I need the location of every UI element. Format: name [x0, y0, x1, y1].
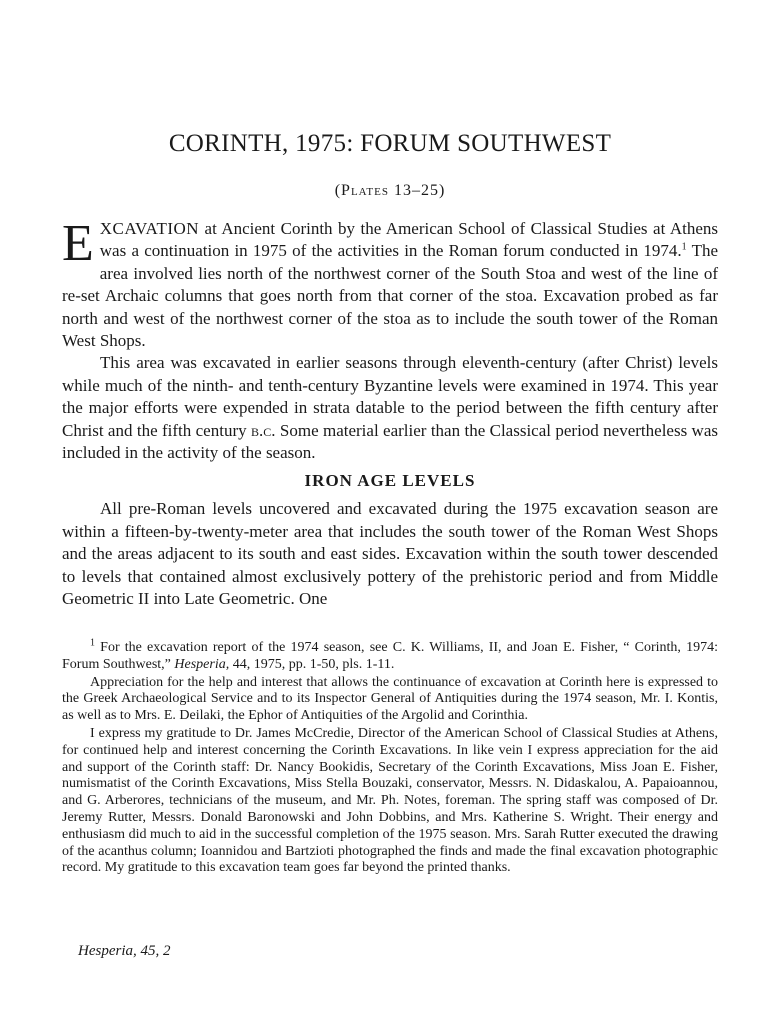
plates-close-paren: ) [438, 182, 446, 199]
paragraph-2-text-a: This area was excavated in earlier seasons through eleventh-century (after Christ) levels while much of the ninth- and tenth-century Byzantine levels were examined in 1974. This year the major efforts were expended in strata datable to the period between the fifth century after Christ and the fifth century [62, 353, 718, 440]
paragraph-1-text-a: at Ancient Corinth by the American School of Classical Studies at Athens was a continuation in 1975 of the activities in the Roman forum conducted in 1974. [99, 219, 718, 261]
bc-abbreviation: b.c. [251, 420, 276, 440]
footnote-1-journal: Hesperia, [174, 656, 230, 672]
paragraph-2 [62, 352, 718, 464]
paragraph-1-text-b: The area involved lies north of the northwest corner of the South Stoa and west of the line of re-set Archaic columns that goes north from that corner of the stoa. Excavation probed as far north and west of the northwest corner of the stoa as to include the south tower of the Roman West Shops. [62, 241, 719, 351]
opening-word: XCAVATION [99, 219, 200, 238]
footnote-acknowledgement-1: Appreciation for the help and interest that allows the continuance of excavation at Corinth here is expressed to the Greek Archaeological Service and to its Inspector General of Antiquities during the 1974 season, Mr. I. Kontis, as well as to Mrs. E. Deilaki, the Ephor of Antiquities of the Argolid and Corinthia. [62, 674, 718, 724]
plates-reference [62, 182, 718, 200]
paragraph-1 [62, 215, 719, 352]
footnote-ref-1[interactable]: 1 [681, 241, 687, 253]
footnote-1 [62, 637, 718, 674]
article-title: CORINTH, 1975: FORUM SOUTHWEST [168, 130, 612, 157]
main-body [62, 215, 719, 611]
footnotes [62, 637, 718, 878]
paragraph-3: All pre-Roman levels uncovered and excavated during the 1975 excavation season are within a fifteen-by-twenty-meter area that includes the south tower of the Roman West Shops and the areas adjacent to its south and east sides. Excavation within the south tower descended to levels that contained almost exclusively pottery of the prehistoric period and from Middle Geometric II into Late Geometric. One [62, 499, 718, 609]
footnote-1-number: 1 [90, 637, 95, 649]
paragraph-2-text-b: Some material earlier than the Classical period nevertheless was included in the activity of the season. [62, 420, 718, 463]
plates-label: Plates 13–25 [341, 182, 439, 199]
drop-cap: E [62, 215, 94, 272]
footnote-acknowledgement-2: I express my gratitude to Dr. James McCredie, Director of the American School of Classical Studies at Athens, for continued help and interest concerning the Corinth Excavations. In like vein I express appreciation for the aid and support of the Corinth staff: Dr. Nancy Bookidis, Secretary of the Corinth Excavations, Miss Joan E. Fisher, numismatist of the Corinth Excavations, Miss Stella Bouzaki, conservator, Messrs. N. Didaskalou, A. Papaioannou, and G. Arberores, technicians of the museum, and Mr. Ph. Notes, foreman. The spring staff was composed of Dr. Jeremy Rutter, Messrs. Donald Baronowski and John Dobbins, and Mrs. Katherine S. Wright. Their energy and enthusiasm did much to aid in the successful completion of the 1975 season. Mrs. Sarah Rutter executed the drawing of the acanthus column; Ioannidou and Bartzioti photographed the finds and made the final excavation photographic record. My gratitude to this excavation team goes far beyond the printed thanks. [62, 725, 718, 876]
footnote-1-text-a: For the excavation report of the 1974 season, see C. K. Williams, II, and Joan E. Fisher, “ Corinth, 1974: Forum Southwest,” [62, 640, 718, 672]
footnote-1-text-b: 44, 1975, pp. 1-50, pls. 1-11. [229, 656, 395, 672]
section-heading-iron-age: IRON AGE LEVELS [304, 471, 476, 491]
running-foot: Hesperia, 45, 2 [78, 943, 171, 959]
plates-open-paren: ( [334, 182, 342, 199]
